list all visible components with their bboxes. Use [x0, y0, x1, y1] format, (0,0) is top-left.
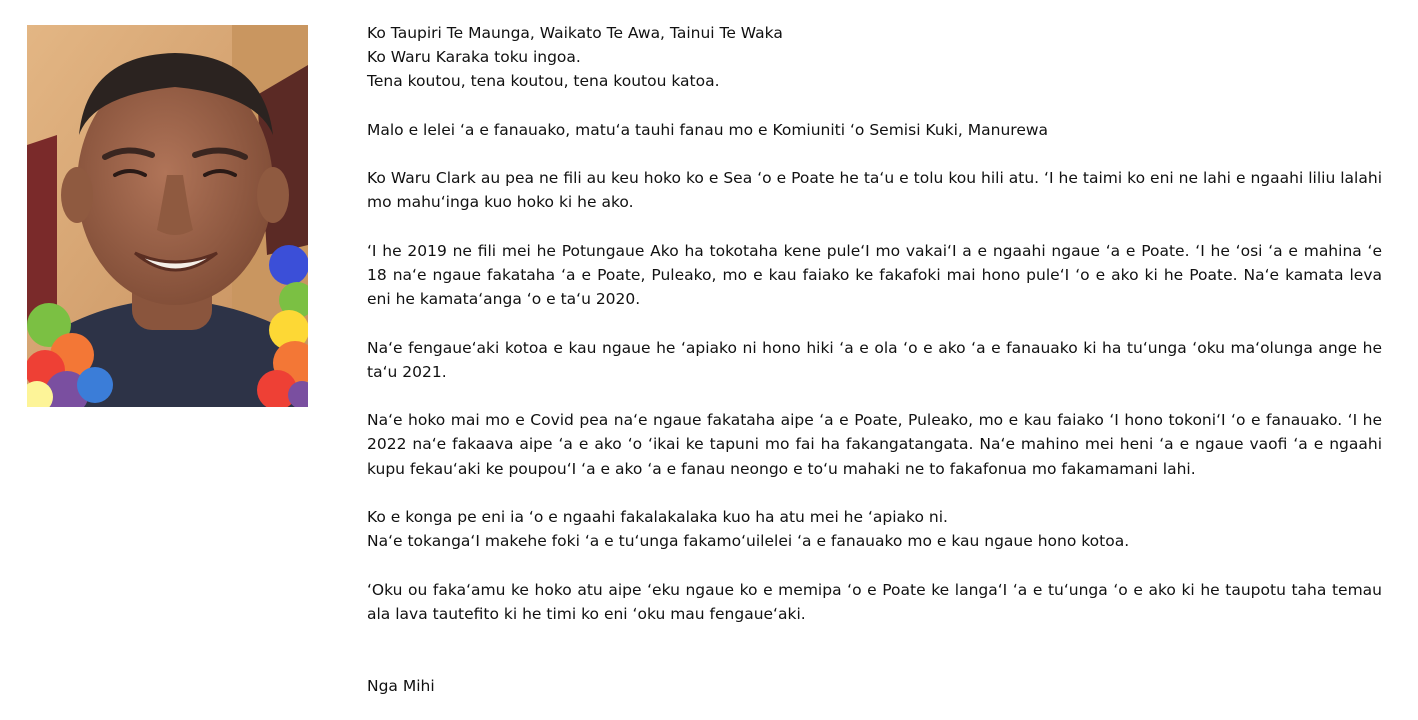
paragraph: Naʻe hoko mai mo e Covid pea naʻe ngaue fakataha aipe ʻa e Poate, Puleako, mo e kau faiako ʻI hono tokoniʻI ʻo e fanauako. ʻI he 2022 naʻe fakaava aipe ʻa e ako ʻo ʻikai ke tapuni mo fai ha fakangatangata. Naʻe mahino mei heni ʻa e ngaue vaofi ʻa e ngaahi kupu fekauʻaki ke poupouʻI ʻa e ako ʻa e fanau neongo e toʻu mahaki ne to fakafonua mo fakamamani lahi.: [367, 411, 1382, 478]
portrait-illustration: [27, 25, 308, 407]
greeting-line: Ko Waru Karaka toku ingoa.: [367, 48, 581, 67]
development-line: Naʻe tokangaʻI makehe foki ʻa e tuʻunga fakamoʻuilelei ʻa e fanauako mo e kau ngaue hono kotoa.: [367, 532, 1130, 551]
greeting-line: Ko Taupiri Te Maunga, Waikato Te Awa, Tainui Te Waka: [367, 24, 783, 42]
paragraph: ʻI he 2019 ne fili mei he Potungaue Ako ha tokotaha kene puleʻI mo vakaiʻI a e ngaahi ngaue ʻa e Poate. ʻI he ʻosi ʻa e mahina ʻe 18 naʻe ngaue fakataha ʻa e Poate, Puleako, mo e kau faiako ke fakafoki mai hono puleʻI ʻo e ako ki he Poate. Naʻe kamata leva eni he kamataʻanga ʻo e taʻu 2020.: [367, 241, 1382, 309]
paragraph: Ko Waru Clark au pea ne fili au keu hoko ko e Sea ʻo e Poate he taʻu e tolu kou hili atu. ʻI he taimi ko eni ne lahi e ngaahi liliu lalahi mo mahuʻinga kuo hoko ki he ako.: [367, 169, 1382, 212]
letter-body: [367, 21, 1382, 699]
greeting-block: [367, 21, 1382, 94]
signoff: Nga Mihi: [367, 677, 435, 696]
greeting-line: Tena koutou, tena koutou, tena koutou katoa.: [367, 72, 720, 91]
salutation: Malo e lelei ʻa e fanauako, matuʻa tauhi fanau mo e Komiuniti ʻo Semisi Kuki, Manurewa: [367, 120, 1049, 139]
paragraph: Naʻe fengaueʻaki kotoa e kau ngaue he ʻapiako ni hono hiki ʻa e ola ʻo e ako ʻa e fanauako ki ha tuʻunga ʻoku maʻolunga ange he taʻu 2021.: [367, 338, 1382, 381]
closing-paragraph: ʻOku ou fakaʻamu ke hoko atu aipe ʻeku ngaue ko e memipa ʻo e Poate ke langaʻI ʻa e tuʻunga ʻo e ako ki he taupotu taha temau ala lava tautefito ki he timi ko eni ʻoku mau fengaueʻaki.: [367, 580, 1382, 623]
development-line: Ko e konga pe eni ia ʻo e ngaahi fakalakalaka kuo ha atu mei he ʻapiako ni.: [367, 507, 948, 526]
portrait-photo: [27, 25, 308, 407]
development-block: [367, 505, 1382, 553]
